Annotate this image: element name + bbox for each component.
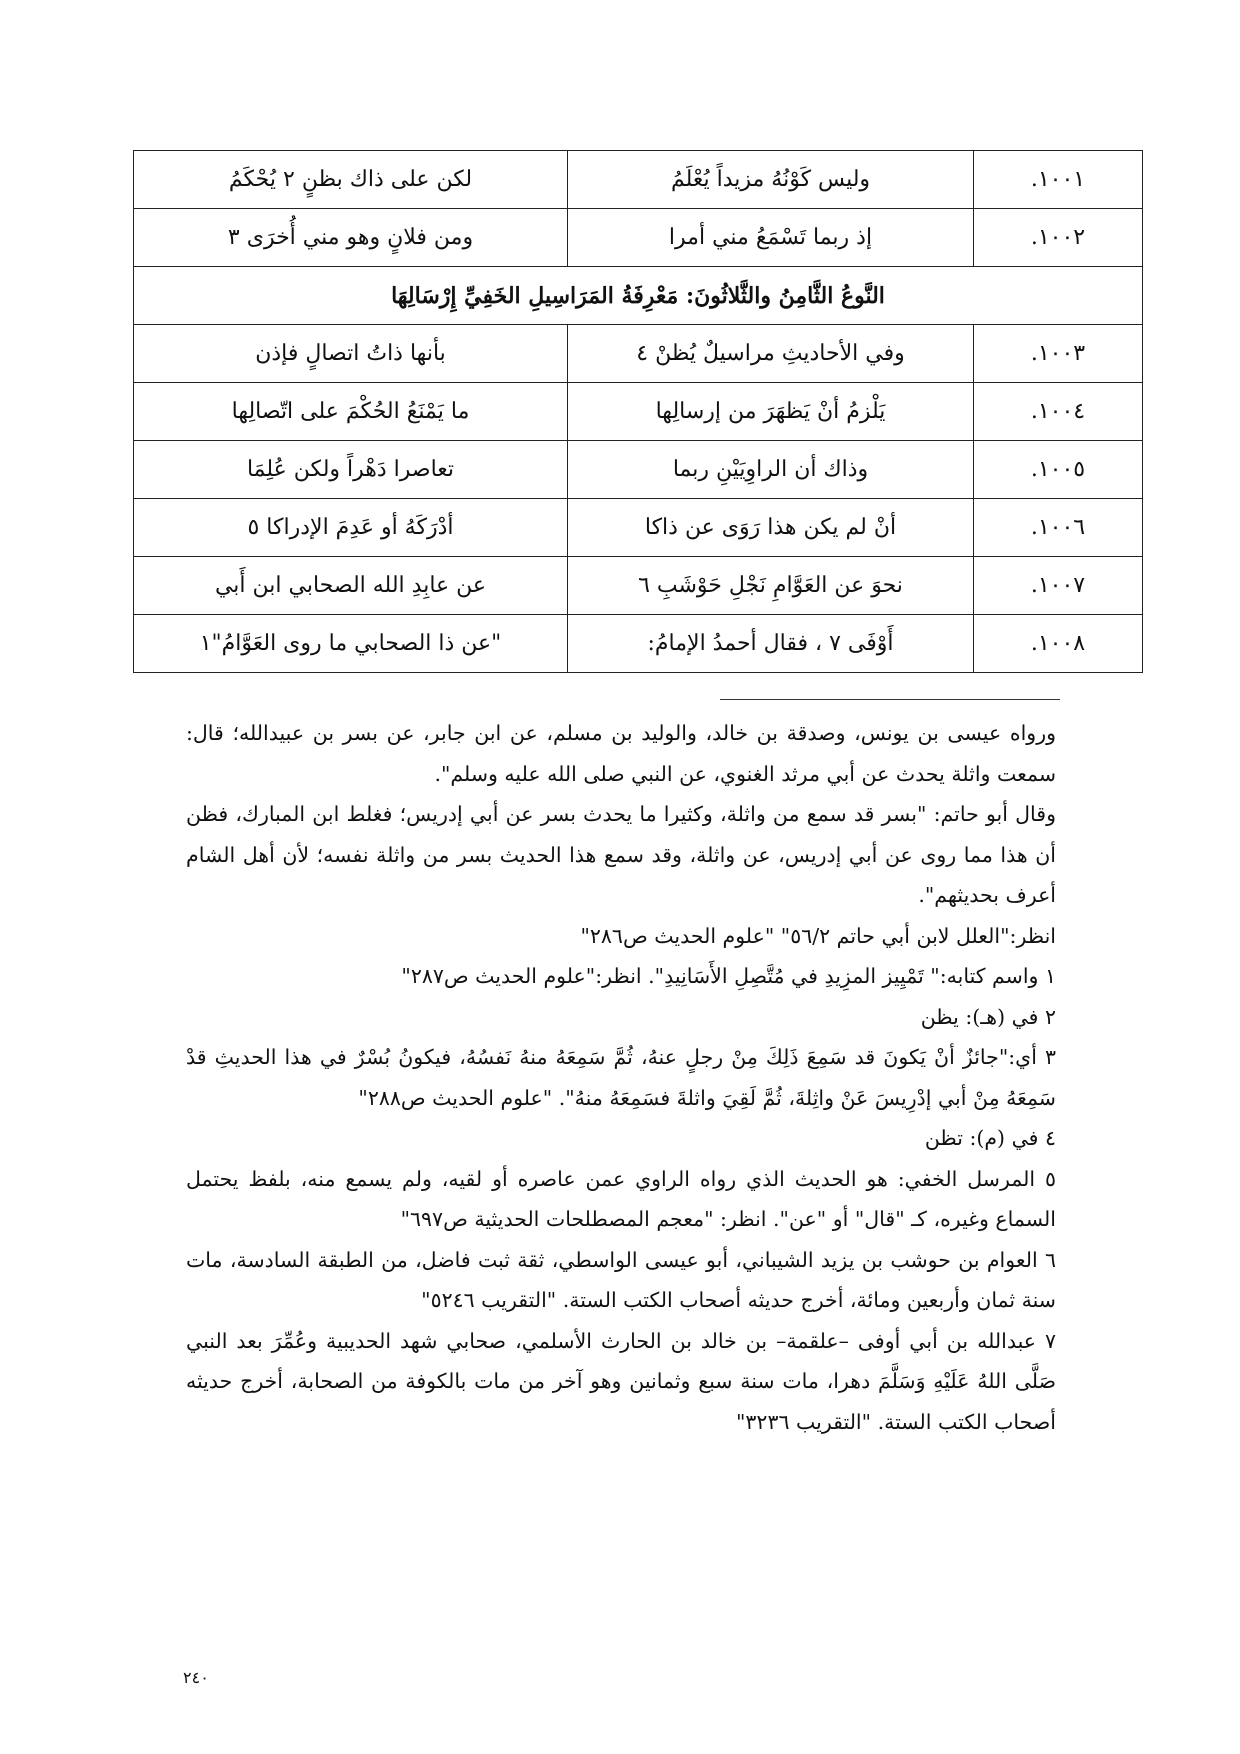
footnote-2: ٢ في (هـ): يظن	[920, 1004, 1056, 1029]
footnotes	[186, 713, 1056, 1442]
verse-second-hemistich: "عن ذا الصحابي ما روى العَوَّامُ"١	[134, 615, 568, 673]
verse-number: .١٠٠٢	[974, 209, 1143, 267]
verse-second-hemistich: ومن فلانٍ وهو مني أُخرَى ٣	[134, 209, 568, 267]
verse-number: .١٠٠٦	[974, 499, 1143, 557]
footnote-5: ٥ المرسل الخفي: هو الحديث الذي رواه الراوي عمن عاصره أو لقيه، ولم يسمع منه، بلفظ يحتمل السماع وغيره، كـ "قال" أو "عن". انظر: "معجم المصطلحات الحديثية ص٦٩٧"	[186, 1166, 1056, 1231]
verse-second-hemistich: أدْرَكَهُ أو عَدِمَ الإدراكا ٥	[134, 499, 568, 557]
verse-row	[134, 499, 1143, 557]
verse-row	[134, 441, 1143, 499]
verse-row	[134, 209, 1143, 267]
verse-first-hemistich: إذ ربما تَسْمَعُ مني أمرا	[568, 209, 974, 267]
verse-number: .١٠٠٥	[974, 441, 1143, 499]
page-number: ٢٤٠	[183, 1668, 209, 1687]
verse-first-hemistich: أنْ لم يكن هذا رَوَى عن ذاكا	[568, 499, 974, 557]
verse-row	[134, 383, 1143, 441]
verse-number: .١٠٠٧	[974, 557, 1143, 615]
footnote-4: ٤ في (م): تظن	[924, 1126, 1056, 1150]
footnote-7: ٧ عبدالله بن أبي أوفى –علقمة– بن خالد بن الحارث الأسلمي، صحابي شهد الحديبية وعُمِّرَ بعد النبي صَلَّى اللهُ عَلَيْهِ وَسَلَّمَ دهرا، مات سنة سبع وثمانين وهو آخر من مات بالكوفة من الصحابة، أخرج حديثه أصحاب الكتب الستة. "التقريب ٣٢٣٦"	[186, 1328, 1056, 1434]
verse-row	[134, 151, 1143, 209]
verse-second-hemistich: لكن على ذاك بظنٍ ٢ يُحْكَمُ	[134, 151, 568, 209]
verse-number: .١٠٠٤	[974, 383, 1143, 441]
verse-second-hemistich: ما يَمْنَعُ الحُكْمَ على اتّصالِها	[134, 383, 568, 441]
footnote-paragraph: انظر:"العلل لابن أبي حاتم ٥٦/٢" "علوم الحديث ص٢٨٦"	[580, 923, 1056, 948]
footnote-paragraph: وقال أبو حاتم: "بسر قد سمع من واثلة، وكثيرا ما يحدث بسر عن أبي إدريس؛ فغلط ابن المبارك، فظن أن هذا مما روى عن أبي إدريس، عن واثلة، وقد سمع هذا الحديث بسر من واثلة نفسه؛ لأن أهل الشام أعرف بحديثهم".	[186, 802, 1056, 907]
section-heading-row	[134, 267, 1143, 325]
verse-row	[134, 615, 1143, 673]
verse-first-hemistich: وفي الأحاديثِ مراسيلٌ يُظنْ ٤	[568, 325, 974, 383]
verse-first-hemistich: نحوَ عن العَوَّامِ نَجْلِ حَوْشَبِ ٦	[568, 557, 974, 615]
verse-first-hemistich: وذاك أن الراوِيَيْنِ ربما	[568, 441, 974, 499]
poem-table	[133, 150, 1143, 673]
verse-number: .١٠٠٨	[974, 615, 1143, 673]
verse-row	[134, 557, 1143, 615]
verse-second-hemistich: تعاصرا دَهْراً ولكن عُلِمَا	[134, 441, 568, 499]
verse-first-hemistich: يَلْزمُ أنْ يَظهَرَ من إرسالِها	[568, 383, 974, 441]
footnote-paragraph: ورواه عيسى بن يونس، وصدقة بن خالد، والوليد بن مسلم، عن ابن جابر، عن بسر بن عبيدالله؛ قال: سمعت واثلة يحدث عن أبي مرثد الغنوي، عن النبي صلى الله عليه وسلم".	[186, 721, 1056, 786]
footnote-6: ٦ العوام بن حوشب بن يزيد الشيباني، أبو عيسى الواسطي، ثقة ثبت فاضل، من الطبقة السادسة، مات سنة ثمان وأربعين ومائة، أخرج حديثه أصحاب الكتب الستة. "التقريب ٥٢٤٦"	[186, 1247, 1056, 1312]
footnote-separator	[720, 699, 1060, 700]
verse-first-hemistich: أَوْفَى ٧ ، فقال أحمدُ الإمامُ:	[568, 615, 974, 673]
verse-second-hemistich: عن عابِدِ الله الصحابي ابن أَبي	[134, 557, 568, 615]
verse-second-hemistich: بأنها ذاتُ اتصالٍ فإذن	[134, 325, 568, 383]
footnote-3: ٣ أي:"جائزٌ أنْ يَكونَ قد سَمِعَ ذَلِكَ مِنْ رجلٍ عنهُ، ثُمَّ سَمِعَهُ منهُ نَفسُهُ، فيكونُ بُسْرٌ في هذا الحديثِ قدْ سَمِعَهُ مِنْ أبي إدْرِيسَ عَنْ واثِلةَ، ثُمَّ لَقِيَ واثلةَ فسَمِعَهُ منهُ". "علوم الحديث ص٢٨٨"	[186, 1045, 1056, 1110]
verse-number: .١٠٠٣	[974, 325, 1143, 383]
verse-number: .١٠٠١	[974, 151, 1143, 209]
section-heading: النَّوعُ الثَّامِنُ والثَّلاثُونَ: مَعْرِفَةُ المَرَاسِيلِ الخَفِيِّ إِرْسَالِهَا	[134, 267, 1143, 325]
verse-row	[134, 325, 1143, 383]
verse-first-hemistich: وليس كَوْنُهُ مزيداً يُعْلَمُ	[568, 151, 974, 209]
footnote-1: ١ واسم كتابه:" تَمْيِيز المزِيدِ في مُتَّصِلِ الأَسَانِيدِ". انظر:"علوم الحديث ص٢٨٧"	[401, 964, 1056, 988]
